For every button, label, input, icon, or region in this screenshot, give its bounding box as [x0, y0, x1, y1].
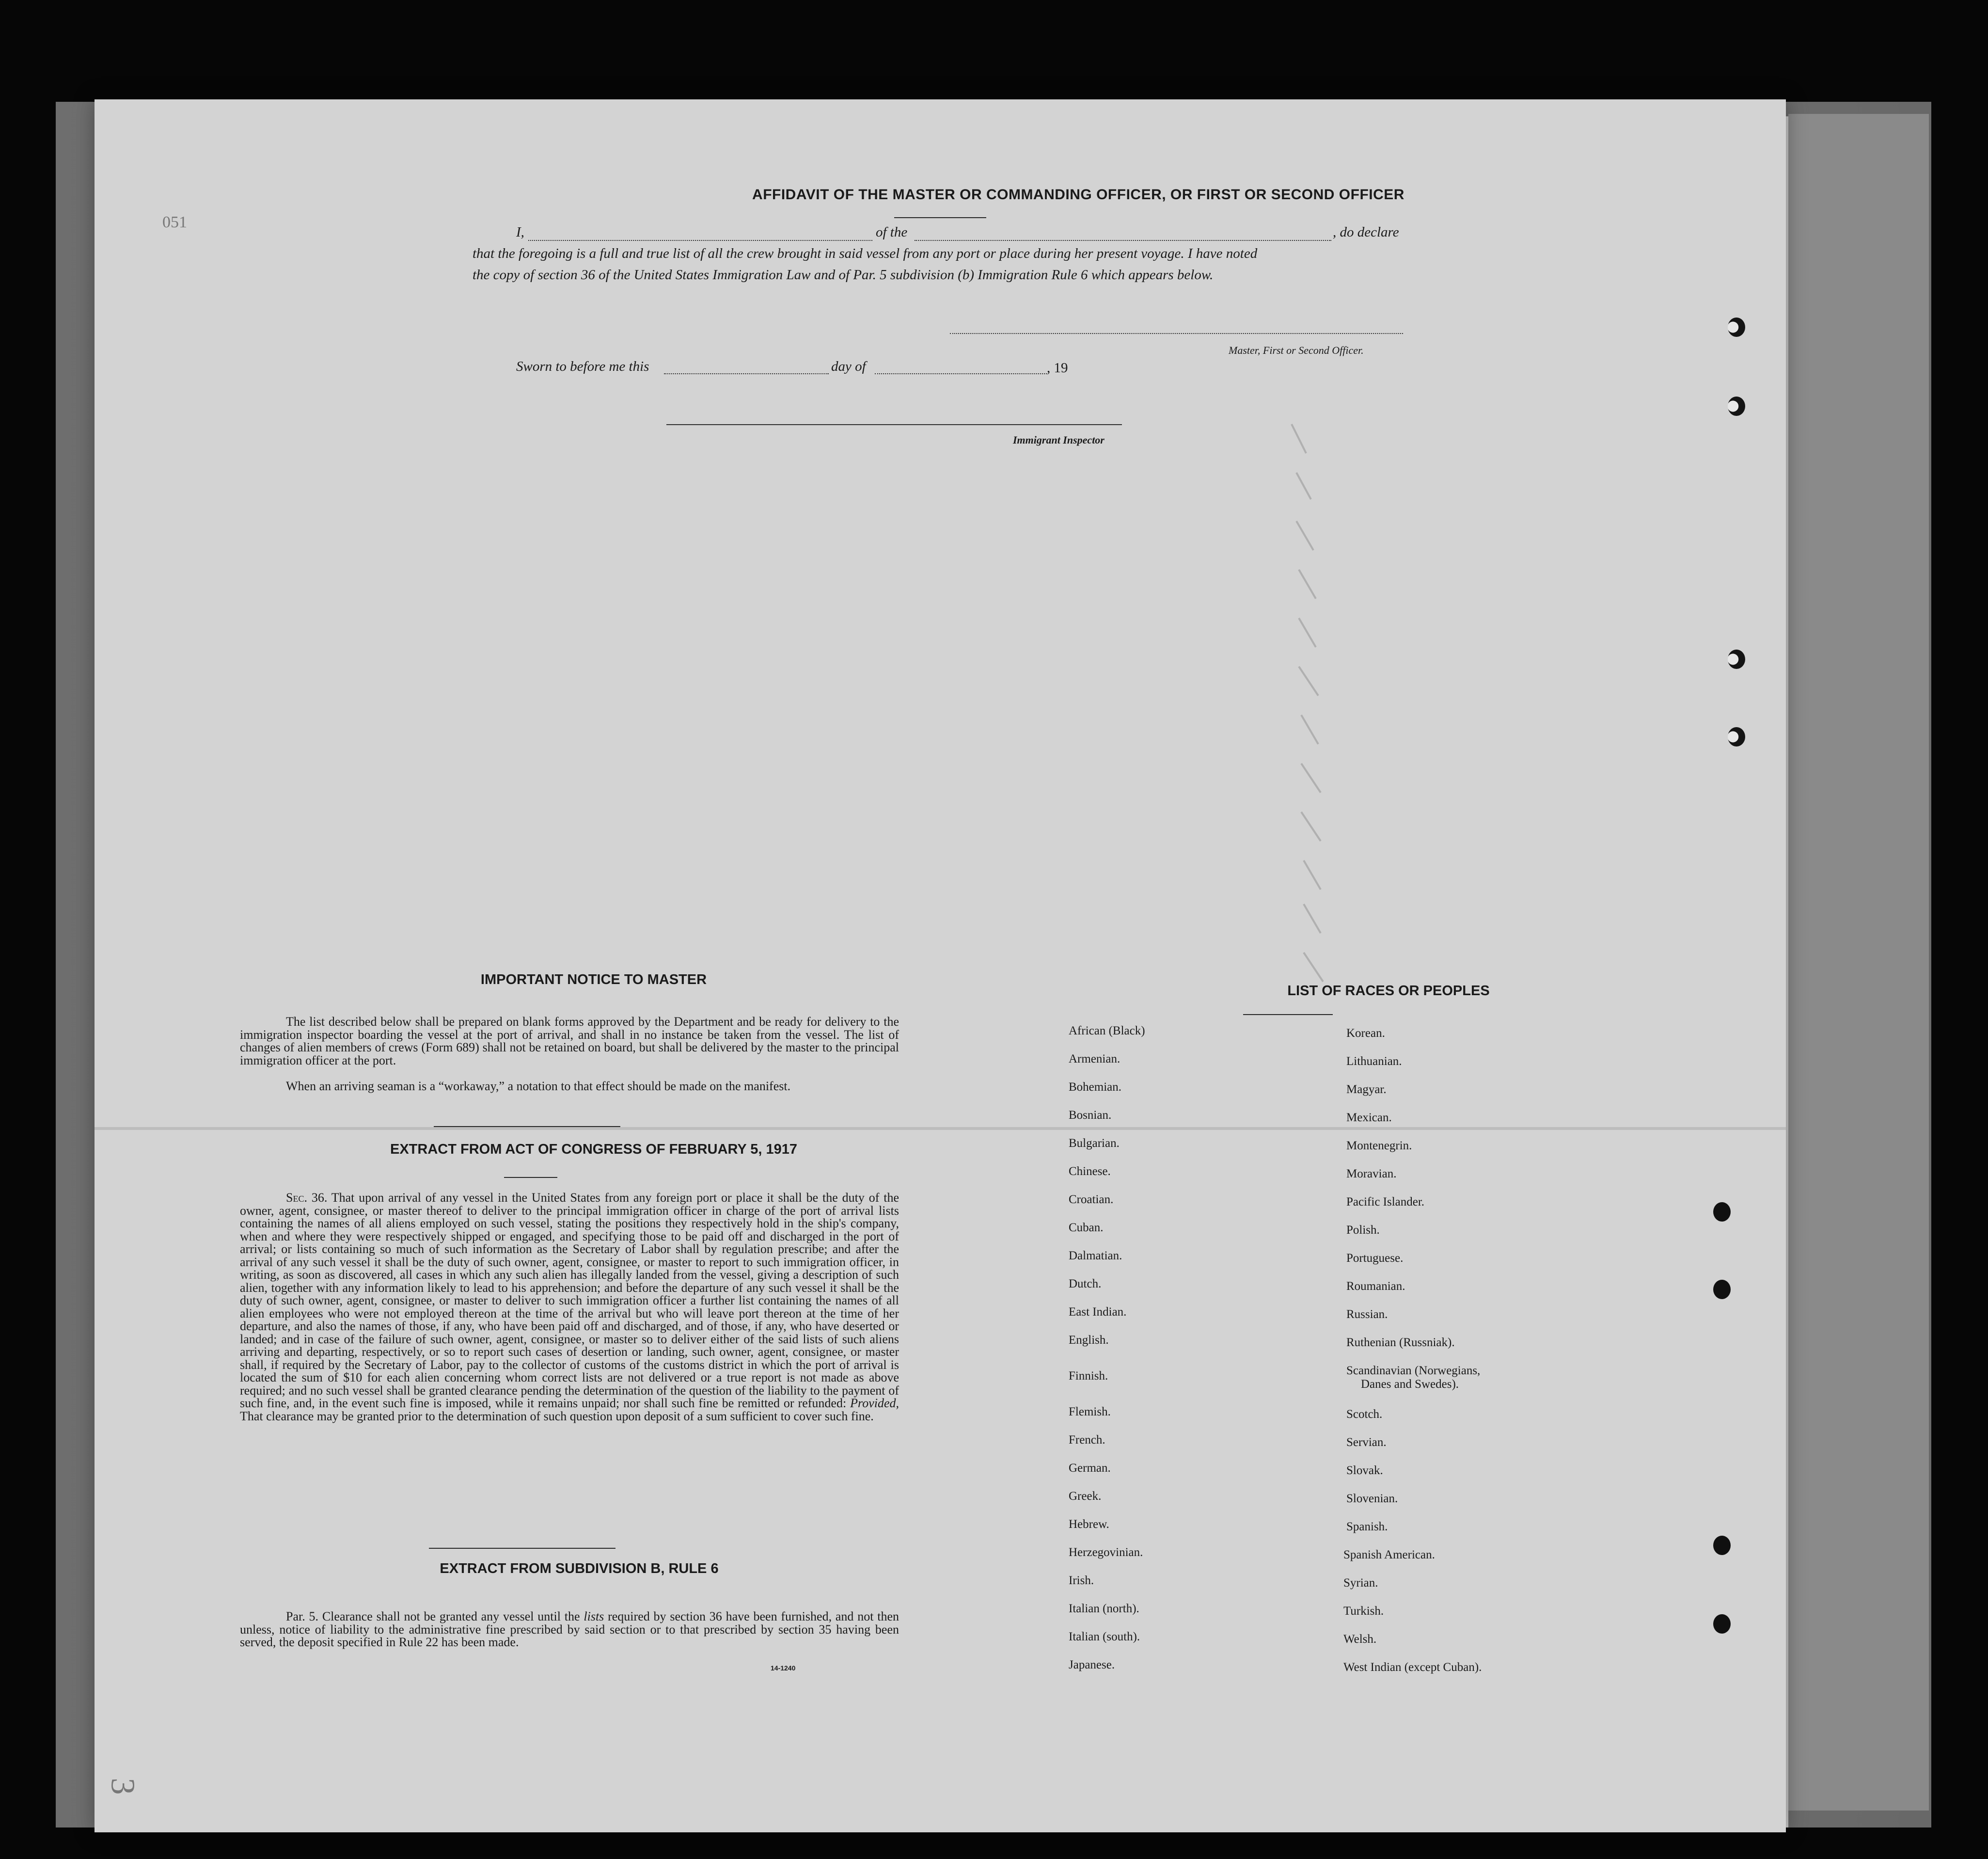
provided-word: Provided, — [850, 1396, 899, 1410]
punch-hole — [1713, 1202, 1731, 1222]
race-item: English. — [1069, 1334, 1109, 1347]
notice-paragraph-2: When an arriving seaman is a “workaway,” a notation to that effect should be made on the manifest. — [286, 1079, 791, 1093]
rule-text-lists: lists — [584, 1609, 604, 1623]
race-item: Hebrew. — [1069, 1518, 1109, 1531]
race-item: Welsh. — [1343, 1633, 1377, 1646]
punch-hole — [1728, 397, 1745, 416]
notice-paragraph-1: The list described below shall be prepared on blank forms approved by the Department and be ready for delivery to the immigration inspector boarding the vessel at the port of arrival, and shall in no instance be taken from the vessel. The list of changes of alien members of crews (Form 689) shall not be retained on board, but shall be delivered by the master to the principal immigration officer at the port. — [240, 1015, 899, 1067]
race-item: Mexican. — [1346, 1111, 1392, 1124]
punch-hole — [1713, 1614, 1731, 1634]
sworn-month-blank[interactable] — [875, 373, 1047, 374]
master-signature-blank[interactable] — [950, 333, 1403, 334]
bottom-margin-mark: 3 — [104, 1778, 142, 1795]
race-item: Bulgarian. — [1069, 1137, 1120, 1150]
divider-1 — [434, 1126, 620, 1127]
race-item: Syrian. — [1343, 1576, 1378, 1589]
race-item: Roumanian. — [1346, 1280, 1405, 1293]
race-item: Flemish. — [1069, 1405, 1111, 1418]
title-underline — [894, 217, 986, 218]
race-item: Moravian. — [1346, 1167, 1397, 1180]
act-extract-title: EXTRACT FROM ACT OF CONGRESS OF FEBRUARY 5, 1917 — [390, 1142, 798, 1157]
race-item: Dutch. — [1069, 1277, 1102, 1290]
race-item: Croatian. — [1069, 1193, 1114, 1206]
affiant-i-label: I, — [516, 224, 524, 240]
affidavit-line-3: the copy of section 36 of the United States Immigration Law and of Par. 5 subdivision (b) Immigration Rule 6 which appears below. — [473, 267, 1214, 283]
punch-hole — [1713, 1536, 1731, 1555]
race-item: Irish. — [1069, 1574, 1094, 1587]
race-item: German. — [1069, 1462, 1111, 1475]
rule-text-a: Par. 5. Clearance shall not be granted any vessel until the — [286, 1609, 580, 1623]
race-item: Greek. — [1069, 1490, 1102, 1503]
race-item: Portuguese. — [1346, 1252, 1404, 1265]
of-the-label: of the — [876, 224, 908, 240]
punch-hole — [1728, 650, 1745, 669]
race-item: Scotch. — [1346, 1408, 1383, 1421]
race-item: Montenegrin. — [1346, 1139, 1412, 1152]
race-item: Turkish. — [1343, 1605, 1384, 1618]
race-item: Japanese. — [1069, 1658, 1115, 1671]
form-number: 14-1240 — [771, 1664, 796, 1672]
affidavit-line-2: that the foregoing is a full and true list of all the crew brought in said vessel from any port or place during her present voyage. I have noted — [473, 246, 1258, 261]
race-item: Lithuanian. — [1346, 1055, 1402, 1068]
document-page — [95, 99, 1786, 1832]
punch-hole — [1728, 318, 1745, 337]
page-fold-line — [95, 1127, 1786, 1130]
race-item: Polish. — [1346, 1223, 1380, 1237]
race-item: Spanish American. — [1343, 1548, 1435, 1561]
race-item: Armenian. — [1069, 1052, 1120, 1065]
race-item: African (Black) — [1069, 1024, 1145, 1037]
race-item: West Indian (except Cuban). — [1343, 1661, 1482, 1674]
race-item: Spanish. — [1346, 1520, 1388, 1533]
race-item: East Indian. — [1069, 1305, 1127, 1319]
divider-3 — [429, 1548, 615, 1549]
rule-extract-title: EXTRACT FROM SUBDIVISION B, RULE 6 — [440, 1561, 719, 1576]
declare-label: , do declare — [1333, 224, 1399, 240]
race-item: Italian (north). — [1069, 1602, 1139, 1615]
sec-body-end: That clearance may be granted prior to the determination of such question upon deposit of a sum sufficient to cover such fine. — [240, 1409, 874, 1423]
affiant-name-blank[interactable] — [528, 240, 872, 241]
race-item: Dalmatian. — [1069, 1249, 1122, 1262]
binding-strip — [1788, 114, 1929, 1811]
race-item: Servian. — [1346, 1436, 1387, 1449]
master-signature-label: Master, First or Second Officer. — [1229, 344, 1364, 356]
inspector-signature-line[interactable] — [666, 424, 1122, 425]
race-item: Russian. — [1346, 1308, 1388, 1321]
race-item: Scandinavian (Norwegians, — [1346, 1364, 1481, 1377]
year-label: , 19 — [1047, 360, 1068, 376]
races-underline — [1243, 1014, 1333, 1015]
day-of-label: day of — [831, 359, 866, 374]
race-item: Cuban. — [1069, 1221, 1104, 1234]
race-item: Magyar. — [1346, 1083, 1387, 1096]
sec-body: 36. That upon arrival of any vessel in the United States from any foreign port or place it shall be the duty of the owner, agent, consignee, or master thereof to deliver to the principal immigration officer in charge of the port of arrival lists containing the names of all aliens employed on such vessel, stating the positions they respectively hold in the ship's company, when and where they were respectively shipped or engaged, and specifying those to be paid off and discharged in the port of arrival; or lists containing so much of such information as the Secretary of Labor shall by regulation prescribe; and after the arrival of any such vessel it shall be the duty of such owner, agent, consignee, or master to report to such immigration officer, in writing, as soon as discovered, all cases in which any such alien has illegally landed from the vessel, giving a description of such alien, together with any information likely to lead to his apprehension; and before the departure of any such vessel it shall be the duty of such owner, agent, consignee, or master to deliver to such immigration officer a further list containing the names of all alien employees who were not employed thereon at the time of the arrival but who will leave port thereon at the time of her departure, and also the names of those, if any, who have been paid off and discharged, and of those, if any, who have deserted or landed; and in case of the failure of such owner, agent, consignee, or master so to deliver either of the said lists of such aliens arriving and departing, respectively, or so to report such cases of desertion or landing, such owner, agent, consignee, or master shall, if required by the Secretary of Labor, pay to the collector of customs of the customs district in which the port of arrival is located the sum of $10 for each alien concerning whom correct lists are not delivered or a true report is not made as above required; and no such vessel shall be granted clearance pending the determination of the question of the liability to the payment of such fine, and, in the event such fine is imposed, while it remains unpaid; nor shall such fine be remitted or refunded: — [240, 1191, 899, 1410]
race-item: Ruthenian (Russniak). — [1346, 1336, 1455, 1349]
rule-text-b: required by section 36 have been furnished, and not then unless, notice of liability to the administrative fine prescribed by said section or to that prescribed by section 35 having been served, the deposit specified in Rule 22 has been made. — [240, 1609, 899, 1649]
punch-hole — [1713, 1280, 1731, 1299]
race-item: Chinese. — [1069, 1165, 1111, 1178]
race-item: Finnish. — [1069, 1369, 1108, 1382]
faint-check-marks — [1277, 414, 1393, 996]
punch-hole — [1728, 727, 1745, 747]
race-item: Herzegovinian. — [1069, 1546, 1143, 1559]
race-item: Korean. — [1346, 1027, 1385, 1040]
affidavit-title: AFFIDAVIT OF THE MASTER OR COMMANDING OFFICER, OR FIRST OR SECOND OFFICER — [752, 187, 1404, 203]
races-title: LIST OF RACES OR PEOPLES — [1287, 983, 1490, 999]
race-item: Slovenian. — [1346, 1492, 1398, 1505]
race-item: Bohemian. — [1069, 1080, 1122, 1094]
race-item: Pacific Islander. — [1346, 1195, 1425, 1208]
race-item: French. — [1069, 1433, 1105, 1446]
notice-title: IMPORTANT NOTICE TO MASTER — [480, 972, 707, 987]
sworn-label: Sworn to before me this — [516, 359, 649, 374]
race-item: Bosnian. — [1069, 1109, 1112, 1122]
race-item-continued: Danes and Swedes). — [1361, 1378, 1459, 1391]
inspector-label: Immigrant Inspector — [1013, 434, 1104, 446]
margin-mark: 051 — [162, 213, 187, 231]
rule-paragraph — [240, 1610, 899, 1649]
sworn-day-blank[interactable] — [664, 373, 829, 374]
race-item: Slovak. — [1346, 1464, 1383, 1477]
race-item: Italian (south). — [1069, 1630, 1140, 1643]
divider-2 — [504, 1177, 557, 1178]
sec-label: Sec. — [286, 1191, 307, 1205]
section-36-text — [240, 1192, 899, 1423]
vessel-name-blank[interactable] — [915, 240, 1331, 241]
